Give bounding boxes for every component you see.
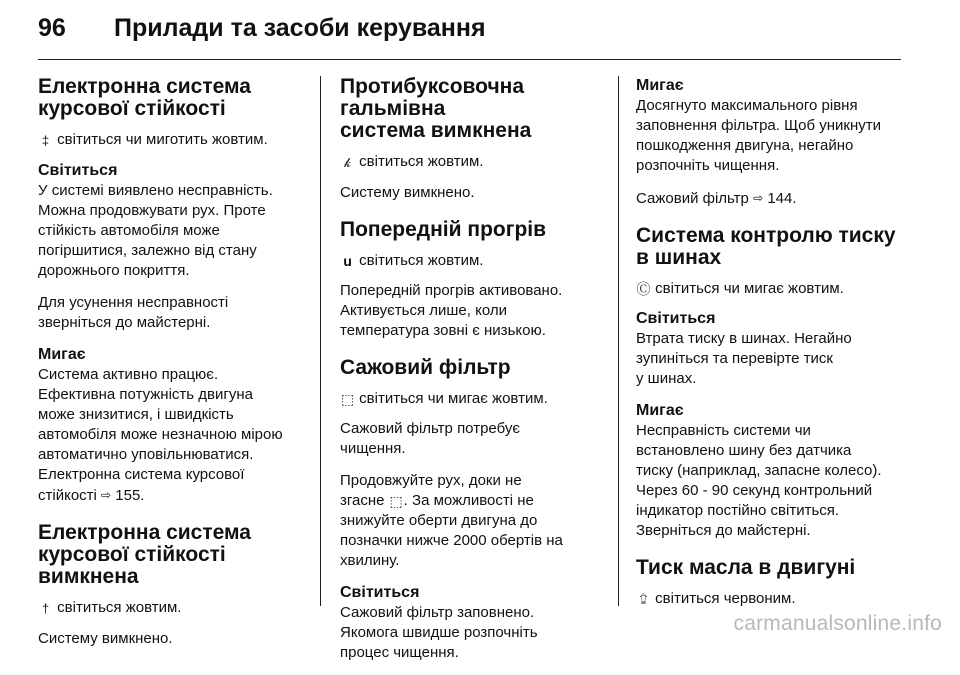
tc-off-body: Систему вимкнено. [340,184,475,201]
text-line: Втрата тиску в шинах. Негайно [636,330,852,347]
text-line: стійкості ⇨ 155. [38,487,145,504]
text-line: у шинах. [636,370,697,387]
section-title-soot-filter: Сажовий фільтр [340,356,511,379]
text-line: тиску (наприклад, запасне колесо). [636,462,882,479]
diesel-particulate-filter-icon: ⬚ [389,493,403,509]
subheading-lit: Світиться [38,162,118,179]
soot-ref: Сажовий фільтр ⇨ 144. [636,190,797,207]
soot-p2 [340,471,610,571]
text-line: температура зовні є низькою. [340,322,546,339]
esp-off-intro: † світиться жовтим. [38,598,302,619]
text-line: позначки нижче 2000 обертів на [340,532,563,549]
text-line: Ефективна потужність двигуна [38,386,253,403]
subheading-flash: Мигає [636,77,684,94]
text-line: Електронна система курсової [38,466,245,483]
diesel-particulate-filter-icon: ⬚ [340,391,355,407]
esp-flash-block [38,345,302,506]
oil-intro: ⮸ світиться червоним. [636,589,936,609]
subheading-lit: Світиться [636,310,716,327]
text-line: Зверніться до майстерні. [636,522,811,539]
esp-off-icon: † [41,601,50,616]
soot-p1 [340,419,610,459]
tpms-lit-block [636,309,936,389]
watermark: carmanualsonline.info [733,612,942,635]
text-line: заповнення фільтра. Щоб уникнути [636,117,882,134]
section-title-tc-off: Протибуксовочна гальмівна система вимкнена [340,75,532,142]
text-line: Продовжуйте рух, доки не [340,472,522,489]
esp-off-body: Систему вимкнено. [38,630,173,647]
text-line: Сажовий фільтр потребує [340,420,520,437]
column-divider [320,76,321,606]
text-line: Активується лише, коли [340,302,507,319]
text-line: дорожнього покриття. [38,262,190,279]
section-title-tpms: Система контролю тиску в шинах [636,224,896,269]
text-line: погіршитися, залежно від стану [38,242,257,259]
text-line: Можна продовжувати рух. Проте [38,202,266,219]
section-title-esp-off: Електронна система курсової стійкості вимкнена [38,521,251,588]
subheading-flash: Мигає [38,346,86,363]
esp-intro: ‡ світиться чи миготить жовтим. [38,130,302,151]
text-line: Сажовий фільтр заповнено. [340,604,535,621]
text-line: згасне ⬚. За можливості не [340,492,534,509]
page-ref-icon: ⇨ [753,191,764,205]
header-rule [38,59,901,60]
page-ref-icon: ⇨ [101,488,112,502]
page-ref-link[interactable]: 144. [767,190,797,207]
esp-lit-block [38,161,302,281]
subheading-lit: Світиться [340,584,420,601]
text-line: розпочніть чищення. [636,157,780,174]
text-line: Для усунення несправності [38,294,229,311]
text-line: стійкість автомобіля може [38,222,220,239]
column-3 [636,76,936,619]
tpms-flash-block [636,401,936,541]
soot-flash-block [636,76,936,176]
page-ref-link[interactable]: 155. [115,487,145,504]
text-line: Система активно працює. [38,366,219,383]
column-divider [618,76,619,606]
glow-plug-icon: 𝐮 [343,253,352,269]
page-title: Прилади та засоби керування [114,14,486,42]
section-title-oil-pressure: Тиск масла в двигуні [636,556,856,579]
section-title-esp: Електронна система курсової стійкості [38,75,251,120]
text-line: процес чищення. [340,644,459,661]
text-line: автомобіля може незначною мірою [38,426,283,443]
esp-fix-block [38,293,302,333]
subheading-flash: Мигає [636,402,684,419]
section-title-preheat: Попередній прогрів [340,218,547,241]
soot-lit-block [340,583,610,663]
text-line: Досягнуто максимального рівня [636,97,858,114]
column-1 [38,76,302,659]
tire-pressure-icon: Ⓒ [636,281,651,297]
tpms-intro: Ⓒ світиться чи мигає жовтим. [636,280,844,297]
text-line: Якомога швидше розпочніть [340,624,538,641]
text-line: індикатор постійно світиться. [636,502,840,519]
text-line: чищення. [340,440,406,457]
text-line: У системі виявлено несправність. [38,182,273,199]
soot-intro: ⬚ світиться чи мигає жовтим. [340,390,548,407]
text-line: зверніться до майстерні. [38,314,211,331]
text-line: хвилину. [340,552,400,569]
text-line: Попередній прогрів активовано. [340,282,563,299]
text-line: може знизитися, і швидкість [38,406,234,423]
text-line: Через 60 - 90 секунд контрольний [636,482,873,499]
text-line: Несправність системи чи [636,422,811,439]
text-line: встановлено шину без датчика [636,442,852,459]
traction-off-icon: 𝓀 [344,155,351,170]
oil-can-icon: ⮸ [638,591,648,607]
text-line: зупиніться та перевірте тиск [636,350,833,367]
text-line: автоматично уповільнюватися. [38,446,254,463]
tc-off-intro: 𝓀 світиться жовтим. [340,152,610,173]
page-header [38,14,918,62]
esp-icon: ‡ [41,133,50,148]
preheat-intro: 𝐮 світиться жовтим. [340,251,610,271]
text-line: пошкодження двигуна, негайно [636,137,854,154]
column-2 [340,76,610,675]
preheat-body [340,281,610,341]
page-number: 96 [38,14,66,42]
text-line: знижуйте оберти двигуна до [340,512,538,529]
